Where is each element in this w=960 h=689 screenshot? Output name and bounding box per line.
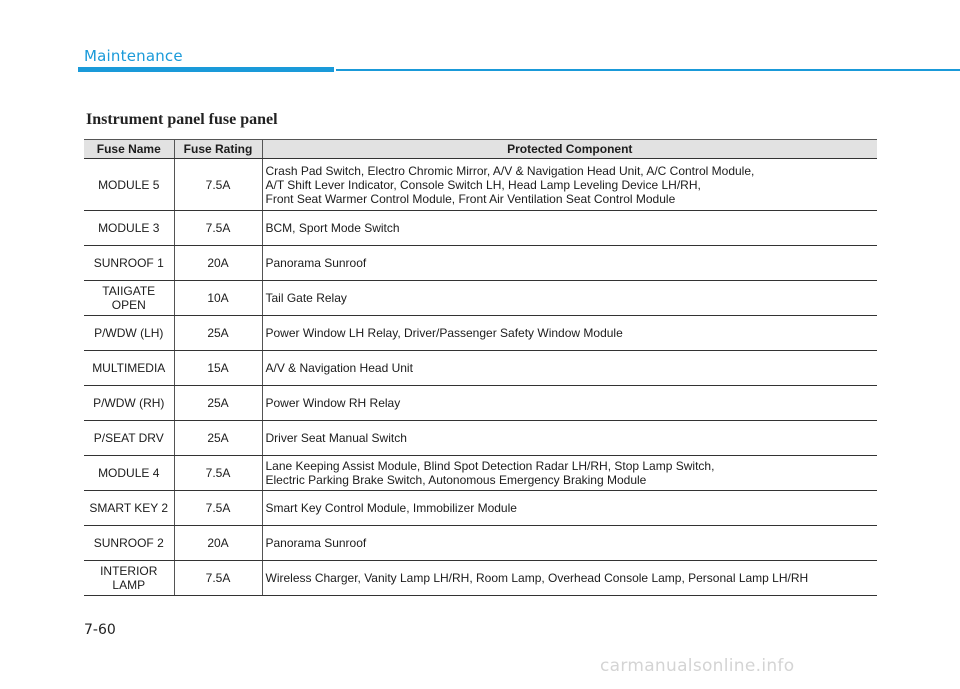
protected-component-cell: Power Window RH Relay bbox=[262, 386, 877, 421]
column-header-fuse-name: Fuse Name bbox=[84, 140, 174, 159]
fuse-name-cell: MODULE 5 bbox=[84, 159, 174, 211]
fuse-rating-cell: 10A bbox=[174, 281, 262, 316]
fuse-rating-cell: 7.5A bbox=[174, 211, 262, 246]
table-row bbox=[84, 351, 877, 386]
fuse-rating-cell: 7.5A bbox=[174, 491, 262, 526]
protected-component-cell: Lane Keeping Assist Module, Blind Spot Detection Radar LH/RH, Stop Lamp Switch, Electric Parking Brake Switch, Autonomous Emergency Braking Module bbox=[262, 456, 877, 491]
protected-component-cell: Panorama Sunroof bbox=[262, 526, 877, 561]
fuse-rating-cell: 15A bbox=[174, 351, 262, 386]
column-header-protected-component: Protected Component bbox=[262, 140, 877, 159]
protected-component-cell: Crash Pad Switch, Electro Chromic Mirror, A/V & Navigation Head Unit, A/C Control Module, A/T Shift Lever Indicator, Console Switch LH, Head Lamp Leveling Device LH/RH, Front Seat Warmer Control Module, Front Air Ventilation Seat Control Module bbox=[262, 159, 877, 211]
fuse-rating-cell: 25A bbox=[174, 421, 262, 456]
fuse-name-cell: SMART KEY 2 bbox=[84, 491, 174, 526]
fuse-rating-cell: 25A bbox=[174, 386, 262, 421]
fuse-name-cell: TAIIGATE OPEN bbox=[84, 281, 174, 316]
fuse-name-cell: SUNROOF 2 bbox=[84, 526, 174, 561]
protected-component-cell: Wireless Charger, Vanity Lamp LH/RH, Room Lamp, Overhead Console Lamp, Personal Lamp LH/RH bbox=[262, 561, 877, 596]
fuse-table bbox=[84, 139, 877, 596]
protected-component-cell: BCM, Sport Mode Switch bbox=[262, 211, 877, 246]
table-row bbox=[84, 281, 877, 316]
fuse-name-cell: P/WDW (LH) bbox=[84, 316, 174, 351]
table-row bbox=[84, 316, 877, 351]
watermark: carmanualsonline.info bbox=[600, 656, 795, 676]
fuse-name-cell: SUNROOF 1 bbox=[84, 246, 174, 281]
fuse-name-cell: INTERIOR LAMP bbox=[84, 561, 174, 596]
header-rule-thin bbox=[336, 69, 960, 71]
table-row bbox=[84, 421, 877, 456]
fuse-name-cell: P/SEAT DRV bbox=[84, 421, 174, 456]
fuse-rating-cell: 7.5A bbox=[174, 561, 262, 596]
table-row bbox=[84, 526, 877, 561]
table-row bbox=[84, 561, 877, 596]
fuse-table-body bbox=[84, 159, 877, 596]
fuse-name-cell: MODULE 4 bbox=[84, 456, 174, 491]
fuse-rating-cell: 20A bbox=[174, 246, 262, 281]
table-row bbox=[84, 159, 877, 211]
table-row bbox=[84, 491, 877, 526]
column-header-fuse-rating: Fuse Rating bbox=[174, 140, 262, 159]
protected-component-cell: A/V & Navigation Head Unit bbox=[262, 351, 877, 386]
fuse-rating-cell: 7.5A bbox=[174, 159, 262, 211]
table-row bbox=[84, 386, 877, 421]
fuse-rating-cell: 20A bbox=[174, 526, 262, 561]
page-number: 7-60 bbox=[84, 622, 116, 638]
page-heading: Instrument panel fuse panel bbox=[86, 111, 278, 128]
section-label: Maintenance bbox=[84, 47, 183, 65]
protected-component-cell: Tail Gate Relay bbox=[262, 281, 877, 316]
fuse-rating-cell: 7.5A bbox=[174, 456, 262, 491]
fuse-name-cell: MULTIMEDIA bbox=[84, 351, 174, 386]
header-rule-thick bbox=[78, 67, 334, 72]
table-header-row bbox=[84, 140, 877, 159]
protected-component-cell: Driver Seat Manual Switch bbox=[262, 421, 877, 456]
protected-component-cell: Smart Key Control Module, Immobilizer Module bbox=[262, 491, 877, 526]
fuse-name-cell: P/WDW (RH) bbox=[84, 386, 174, 421]
table-row bbox=[84, 211, 877, 246]
table-row bbox=[84, 456, 877, 491]
fuse-rating-cell: 25A bbox=[174, 316, 262, 351]
protected-component-cell: Panorama Sunroof bbox=[262, 246, 877, 281]
protected-component-cell: Power Window LH Relay, Driver/Passenger Safety Window Module bbox=[262, 316, 877, 351]
fuse-name-cell: MODULE 3 bbox=[84, 211, 174, 246]
table-row bbox=[84, 246, 877, 281]
